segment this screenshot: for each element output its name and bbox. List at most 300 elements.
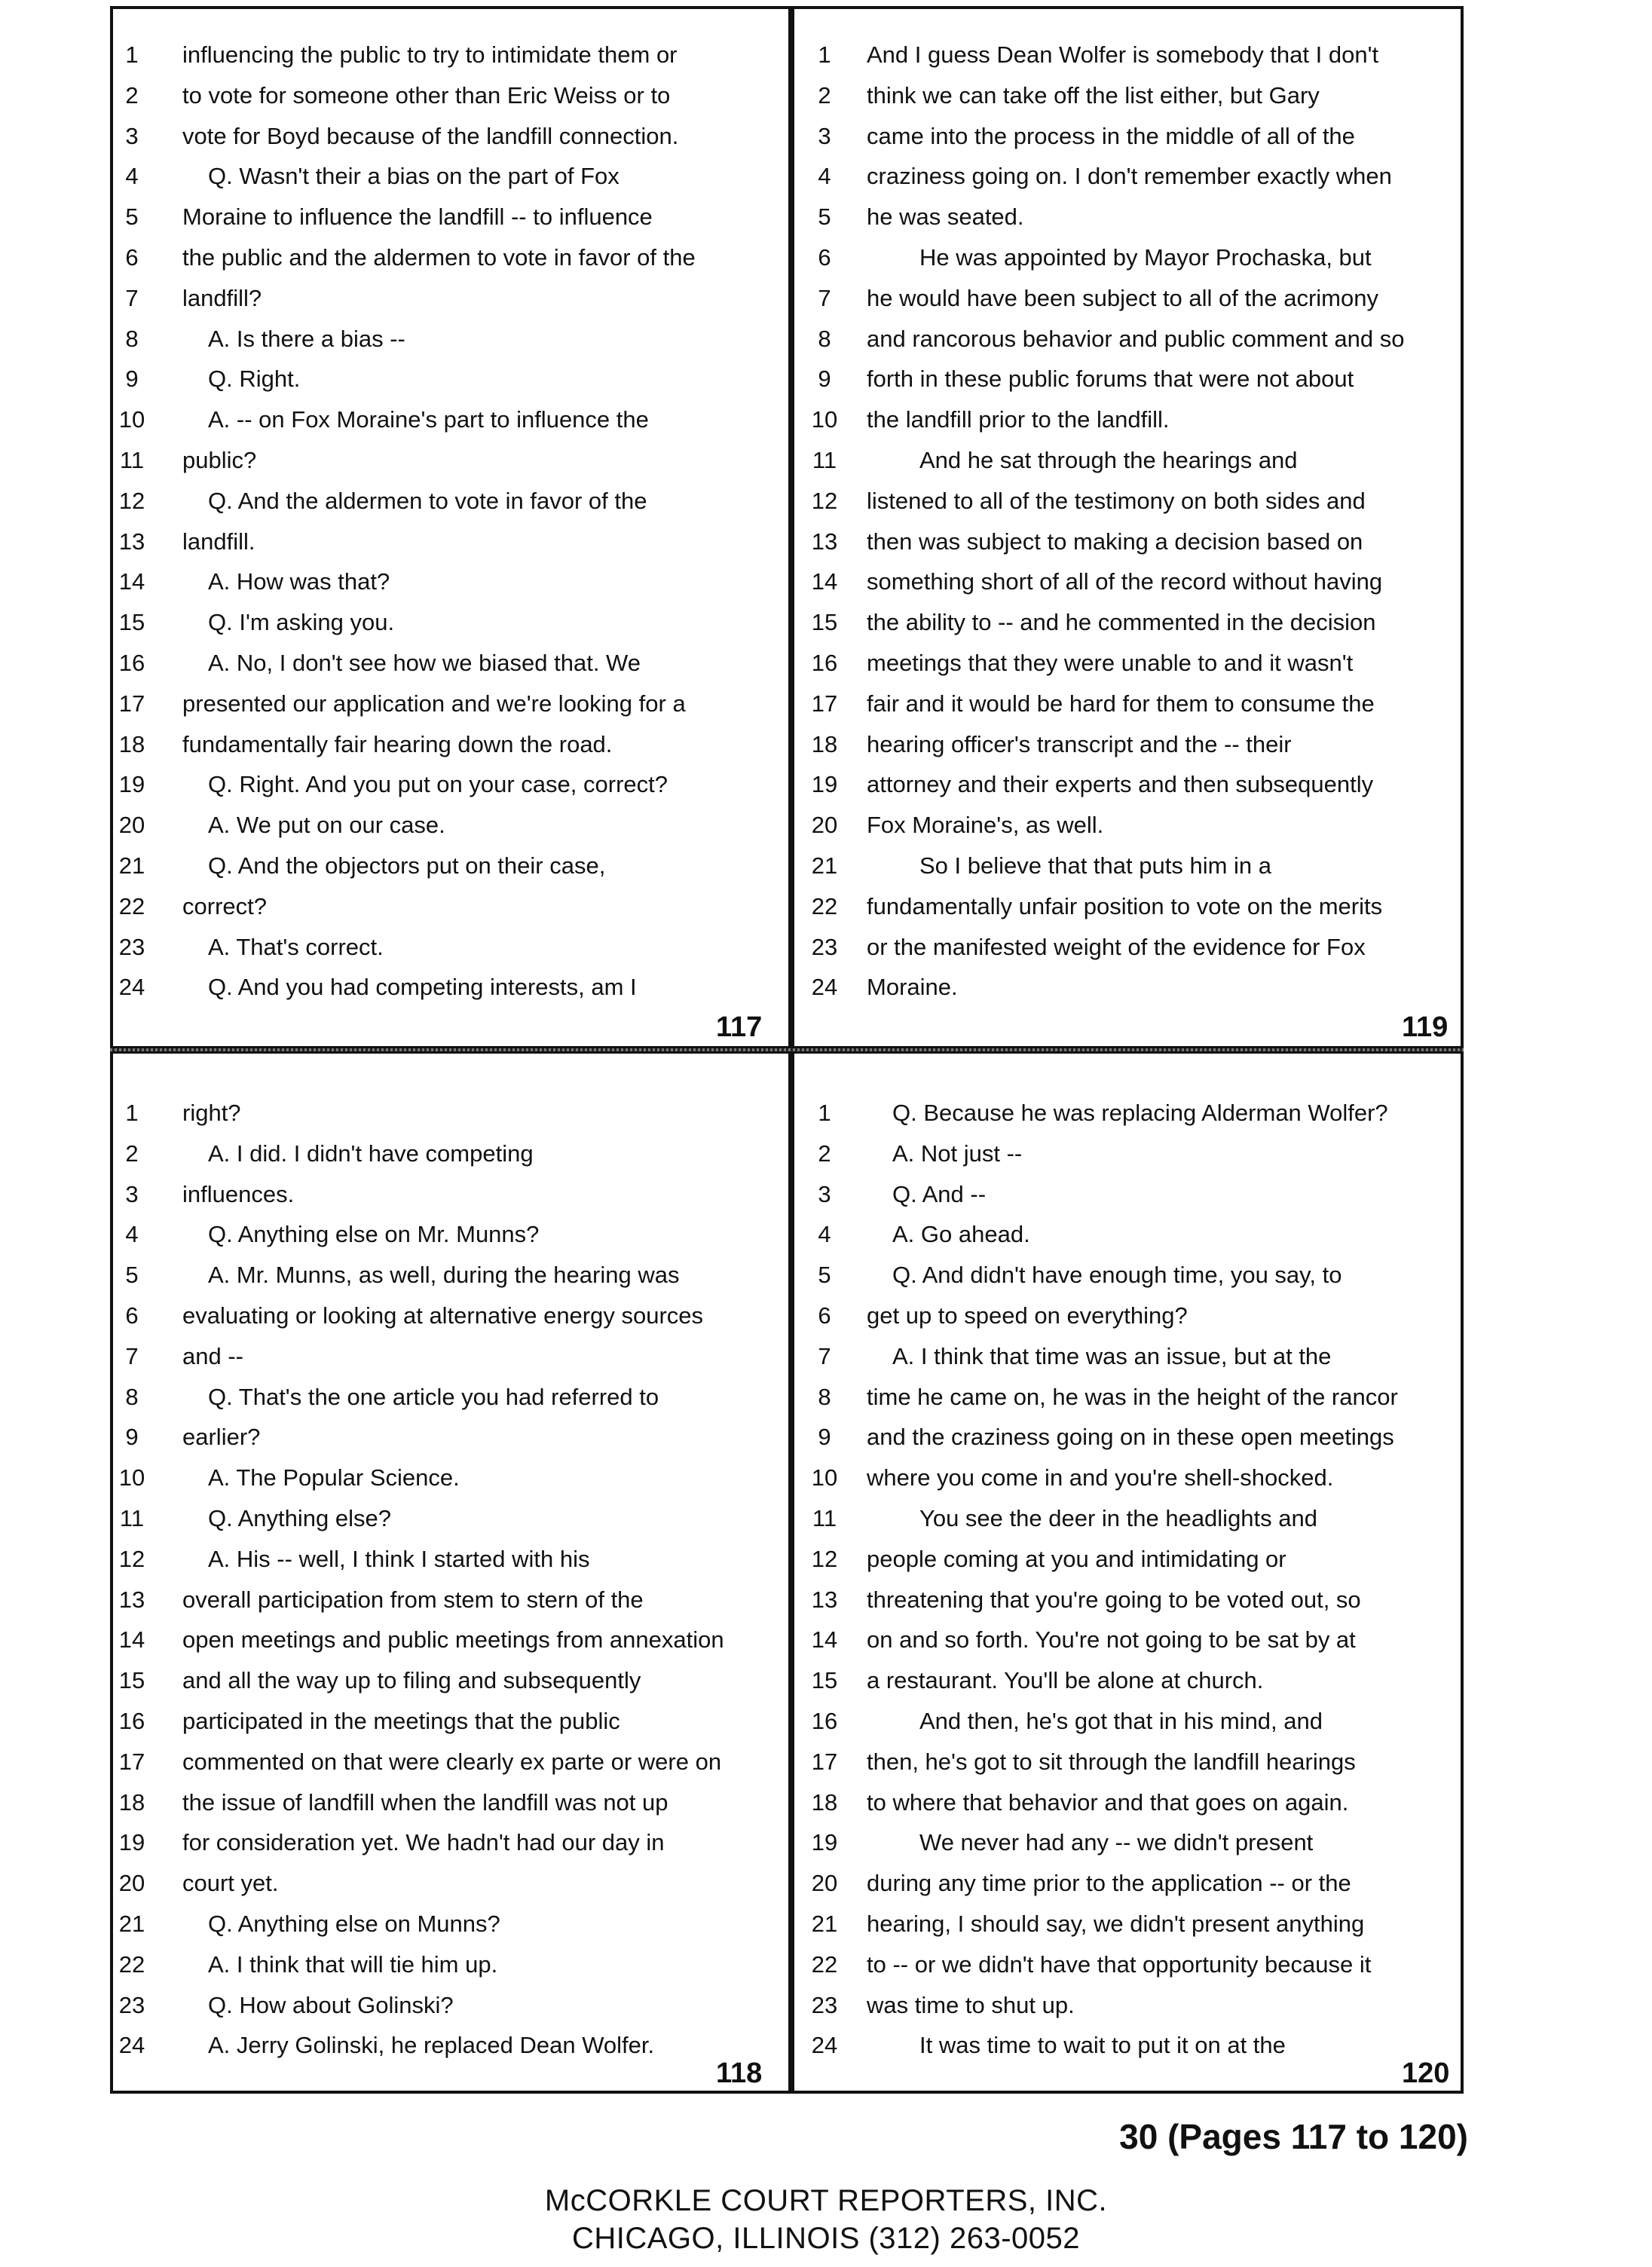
line-text: Q. Anything else on Mr. Munns? (208, 1221, 540, 1248)
line-number: 3 (818, 122, 831, 149)
line-number: 21 (118, 852, 145, 879)
line-number: 9 (818, 366, 831, 393)
transcript-line (794, 1255, 1470, 1296)
line-text: fair and it would be hard for them to consume the (867, 690, 1375, 717)
line-text: right? (182, 1100, 241, 1126)
line-text: It was time to wait to put it on at the (919, 2032, 1286, 2059)
line-text: to where that behavior and that goes on again. (867, 1788, 1349, 1816)
line-number: 8 (125, 325, 139, 352)
transcript-line (794, 684, 1470, 724)
line-number: 4 (818, 163, 831, 190)
line-number: 15 (118, 1667, 145, 1694)
transcript-line (110, 1498, 785, 1539)
transcript-line (794, 886, 1470, 927)
transcript-line (794, 764, 1470, 805)
line-number: 18 (118, 1788, 145, 1816)
line-number: 24 (811, 2032, 838, 2059)
line-number: 4 (818, 1221, 831, 1248)
transcript-line (110, 967, 785, 1008)
line-number: 3 (125, 122, 139, 149)
line-text: he would have been subject to all of the acrimony (867, 284, 1378, 311)
line-text: landfill. (182, 528, 255, 555)
line-number: 17 (118, 1748, 145, 1775)
transcript-line (794, 116, 1470, 157)
transcript-line (110, 1417, 785, 1458)
line-number: 1 (125, 1100, 139, 1126)
line-number: 7 (818, 1342, 831, 1369)
line-text: forth in these public forums that were not about (867, 366, 1354, 393)
line-text: Q. And the objectors put on their case, (208, 852, 606, 879)
transcript-line (794, 1377, 1470, 1418)
page-120-text (794, 1093, 1470, 2066)
transcript-line (794, 522, 1470, 562)
transcript-line (794, 1944, 1470, 1985)
transcript-line (110, 481, 785, 522)
line-text: And he sat through the hearings and (919, 446, 1298, 473)
transcript-line (794, 1134, 1470, 1174)
line-number: 14 (811, 568, 838, 595)
line-number: 19 (811, 771, 838, 798)
line-number: 3 (125, 1180, 139, 1207)
transcript-line (794, 319, 1470, 359)
line-text: So I believe that that puts him in a (919, 852, 1271, 879)
line-number: 17 (811, 690, 838, 717)
transcript-line (794, 602, 1470, 643)
line-text: then, he's got to sit through the landfill hearings (867, 1748, 1356, 1775)
line-number: 5 (125, 1262, 139, 1289)
line-number: 7 (818, 284, 831, 311)
line-text: and rancorous behavior and public comment and so (867, 325, 1405, 352)
line-text: something short of all of the record without having (867, 568, 1383, 595)
line-text: public? (182, 446, 257, 473)
transcript-line (794, 2025, 1470, 2066)
line-text: presented our application and we're looking for a (182, 690, 686, 717)
line-number: 9 (125, 1424, 139, 1451)
transcript-line (794, 1498, 1470, 1539)
line-text: evaluating or looking at alternative energy sources (182, 1302, 704, 1329)
line-number: 23 (811, 933, 838, 960)
line-text: Q. And the aldermen to vote in favor of the (208, 487, 647, 514)
line-text: Q. And you had competing interests, am I (208, 974, 637, 1001)
transcript-line (110, 684, 785, 724)
line-number: 22 (118, 1950, 145, 1978)
line-number: 5 (125, 203, 139, 231)
line-text: Q. That's the one article you had referred to (208, 1383, 659, 1410)
line-number: 21 (811, 852, 838, 879)
line-text: We never had any -- we didn't present (919, 1829, 1314, 1856)
line-number: 24 (118, 974, 145, 1001)
line-text: Q. How about Golinski? (208, 1991, 454, 2018)
line-text: Q. Right. And you put on your case, correct? (208, 771, 668, 798)
line-number: 22 (118, 892, 145, 919)
line-text: A. Go ahead. (892, 1221, 1030, 1248)
transcript-line (794, 75, 1470, 116)
line-text: Q. And -- (892, 1180, 987, 1207)
line-number: 11 (812, 446, 837, 473)
transcript-line (110, 1255, 785, 1296)
line-number: 16 (811, 649, 838, 676)
transcript-line (110, 522, 785, 562)
line-number: 10 (811, 1464, 838, 1491)
line-number: 6 (818, 1302, 831, 1329)
transcript-line (794, 359, 1470, 399)
line-number: 19 (118, 1829, 145, 1856)
line-text: And I guess Dean Wolfer is somebody that I don't (867, 41, 1379, 68)
line-number: 4 (125, 163, 139, 190)
line-number: 13 (118, 528, 145, 555)
line-text: fundamentally fair hearing down the road. (182, 730, 613, 757)
line-number: 2 (125, 1140, 139, 1167)
horizontal-divider (110, 1046, 1464, 1054)
line-text: court yet. (182, 1870, 279, 1897)
transcript-line (110, 561, 785, 602)
line-number: 15 (811, 609, 838, 636)
transcript-line (110, 75, 785, 116)
transcript-line (794, 1174, 1470, 1215)
line-number: 24 (811, 974, 838, 1001)
line-text: Q. Anything else? (208, 1504, 391, 1531)
transcript-line (794, 278, 1470, 319)
line-number: 22 (811, 1950, 838, 1978)
line-number: 20 (811, 1870, 838, 1897)
transcript-line (110, 1296, 785, 1336)
line-number: 8 (125, 1383, 139, 1410)
line-text: came into the process in the middle of all of the (867, 122, 1355, 149)
line-number: 7 (125, 284, 139, 311)
line-number: 13 (811, 528, 838, 555)
transcript-line (110, 1782, 785, 1823)
page-117-text (110, 35, 785, 1008)
line-text: fundamentally unfair position to vote on the merits (867, 892, 1383, 919)
line-number: 6 (818, 243, 831, 271)
line-number: 15 (118, 609, 145, 636)
line-text: influencing the public to try to intimidate them or (182, 41, 678, 68)
line-number: 13 (811, 1586, 838, 1613)
line-number: 2 (818, 1140, 831, 1167)
line-text: to vote for someone other than Eric Weiss or to (182, 81, 671, 109)
transcript-line (794, 237, 1470, 278)
line-text: get up to speed on everything? (867, 1302, 1188, 1329)
line-number: 19 (811, 1829, 838, 1856)
transcript-line (110, 116, 785, 157)
transcript-line (794, 805, 1470, 846)
line-number: 23 (118, 933, 145, 960)
line-number: 21 (811, 1910, 838, 1937)
line-number: 11 (812, 1504, 837, 1531)
line-number: 22 (811, 892, 838, 919)
line-text: A. Mr. Munns, as well, during the hearing was (208, 1262, 680, 1289)
transcript-line (110, 278, 785, 319)
transcript-line (110, 886, 785, 927)
transcript-line (110, 1580, 785, 1620)
transcript-line (794, 1660, 1470, 1701)
line-text: time he came on, he was in the height of the rancor (867, 1383, 1398, 1410)
transcript-line (110, 1093, 785, 1134)
line-text: And then, he's got that in his mind, and (919, 1707, 1323, 1734)
line-text: Q. Right. (208, 366, 301, 393)
line-text: for consideration yet. We hadn't had our day in (182, 1829, 665, 1856)
line-number: 5 (818, 203, 831, 231)
line-text: A. That's correct. (208, 933, 384, 960)
line-number: 19 (118, 771, 145, 798)
line-text: A. Is there a bias -- (208, 325, 405, 352)
transcript-line (110, 2025, 785, 2066)
line-text: the issue of landfill when the landfill was not up (182, 1788, 668, 1816)
transcript-line (110, 1701, 785, 1742)
transcript-line (110, 1985, 785, 2026)
line-number: 1 (125, 41, 139, 68)
line-text: earlier? (182, 1424, 261, 1451)
transcript-line (794, 1214, 1470, 1255)
line-number: 18 (811, 1788, 838, 1816)
line-number: 8 (818, 1383, 831, 1410)
page-number-120: 120 (1402, 2057, 1450, 2089)
transcript-line (110, 846, 785, 886)
line-number: 17 (118, 690, 145, 717)
transcript-line (794, 1822, 1470, 1863)
line-text: Fox Moraine's, as well. (867, 812, 1104, 839)
line-number: 18 (811, 730, 838, 757)
transcript-line (794, 1863, 1470, 1904)
transcript-line (110, 1539, 785, 1580)
line-text: landfill? (182, 284, 262, 311)
transcript-line (794, 1742, 1470, 1782)
line-text: people coming at you and intimidating or (867, 1545, 1286, 1572)
line-text: where you come in and you're shell-shocked. (867, 1464, 1334, 1491)
line-number: 24 (118, 2032, 145, 2059)
line-number: 6 (125, 1302, 139, 1329)
transcript-line (110, 319, 785, 359)
pages-summary: 30 (Pages 117 to 120) (1119, 2117, 1468, 2156)
line-text: and the craziness going on in these open meetings (867, 1424, 1394, 1451)
line-text: Q. Anything else on Munns? (208, 1910, 500, 1937)
transcript-line (794, 1620, 1470, 1660)
transcript-line (110, 1336, 785, 1377)
line-number: 4 (125, 1221, 139, 1248)
transcript-line (110, 359, 785, 399)
transcript-line (110, 237, 785, 278)
line-text: overall participation from stem to stern of the (182, 1586, 644, 1613)
line-text: threatening that you're going to be voted out, so (867, 1586, 1361, 1613)
transcript-line (110, 156, 785, 197)
line-number: 12 (118, 1545, 145, 1572)
transcript-line (110, 724, 785, 765)
line-text: You see the deer in the headlights and (919, 1504, 1317, 1531)
line-text: meetings that they were unable to and it wasn't (867, 649, 1354, 676)
transcript-line (110, 927, 785, 968)
line-text: was time to shut up. (867, 1991, 1075, 2018)
line-text: Q. I'm asking you. (208, 609, 395, 636)
transcript-line (110, 399, 785, 440)
line-text: He was appointed by Mayor Prochaska, but (919, 243, 1372, 271)
transcript-line (794, 197, 1470, 237)
line-number: 20 (118, 812, 145, 839)
transcript-line (110, 1214, 785, 1255)
line-number: 13 (118, 1586, 145, 1613)
line-text: or the manifested weight of the evidence for Fox (867, 933, 1366, 960)
reporter-address: CHICAGO, ILLINOIS (312) 263-0052 (571, 2222, 1081, 2255)
line-number: 7 (125, 1342, 139, 1369)
transcript-line (794, 643, 1470, 684)
transcript-line (110, 1822, 785, 1863)
line-text: during any time prior to the application -- or the (867, 1870, 1351, 1897)
line-number: 8 (818, 325, 831, 352)
line-text: Moraine. (867, 974, 958, 1001)
page-119-text (794, 35, 1470, 1008)
transcript-line (110, 1742, 785, 1782)
transcript-line (794, 156, 1470, 197)
line-number: 16 (118, 1707, 145, 1734)
line-text: Q. Because he was replacing Alderman Wolfer? (892, 1100, 1388, 1126)
line-text: influences. (182, 1180, 295, 1207)
transcript-line (110, 1944, 785, 1985)
transcript-line (110, 602, 785, 643)
line-text: A. No, I don't see how we biased that. We (208, 649, 641, 676)
line-number: 14 (118, 1626, 145, 1654)
transcript-line (110, 1620, 785, 1660)
line-text: A. Not just -- (892, 1140, 1023, 1167)
transcript-line (794, 1296, 1470, 1336)
line-number: 18 (118, 730, 145, 757)
line-number: 1 (818, 41, 831, 68)
line-text: on and so forth. You're not going to be sat by at (867, 1626, 1356, 1654)
line-text: attorney and their experts and then subsequently (867, 771, 1374, 798)
transcript-line (794, 927, 1470, 968)
transcript-line (110, 643, 785, 684)
line-number: 23 (811, 1991, 838, 2018)
line-text: think we can take off the list either, but Gary (867, 81, 1320, 109)
line-text: and all the way up to filing and subsequently (182, 1667, 641, 1694)
line-text: Moraine to influence the landfill -- to influence (182, 203, 653, 231)
transcript-line (794, 1904, 1470, 1944)
page-number-117: 117 (716, 1011, 763, 1043)
line-number: 15 (811, 1667, 838, 1694)
line-number: 12 (811, 487, 838, 514)
line-text: A. How was that? (208, 568, 390, 595)
line-number: 11 (119, 1504, 145, 1531)
transcript-line (794, 1417, 1470, 1458)
line-text: craziness going on. I don't remember exactly when (867, 163, 1392, 190)
line-text: hearing, I should say, we didn't present anything (867, 1910, 1365, 1937)
line-number: 23 (118, 1991, 145, 2018)
line-number: 20 (118, 1870, 145, 1897)
transcript-line (110, 1134, 785, 1174)
line-text: to -- or we didn't have that opportunity because it (867, 1950, 1372, 1978)
transcript-line (794, 1782, 1470, 1823)
line-text: A. We put on our case. (208, 812, 445, 839)
transcript-line (110, 1377, 785, 1418)
transcript-line (794, 399, 1470, 440)
line-number: 17 (811, 1748, 838, 1775)
line-number: 16 (811, 1707, 838, 1734)
line-text: A. -- on Fox Moraine's part to influence the (208, 406, 649, 433)
line-number: 20 (811, 812, 838, 839)
transcript-line (794, 1093, 1470, 1134)
line-number: 5 (818, 1262, 831, 1289)
transcript-line (794, 1985, 1470, 2026)
line-number: 21 (118, 1910, 145, 1937)
transcript-line (110, 1458, 785, 1498)
transcript-line (794, 1336, 1470, 1377)
line-number: 14 (118, 568, 145, 595)
transcript-line (110, 1904, 785, 1944)
line-text: open meetings and public meetings from annexation (182, 1626, 724, 1654)
line-text: a restaurant. You'll be alone at church. (867, 1667, 1264, 1694)
transcript-line (110, 197, 785, 237)
line-text: correct? (182, 892, 267, 919)
line-number: 12 (811, 1545, 838, 1572)
line-number: 2 (125, 81, 139, 109)
line-text: listened to all of the testimony on both sides and (867, 487, 1366, 514)
line-text: and -- (182, 1342, 243, 1369)
transcript-line (794, 1580, 1470, 1620)
line-number: 10 (118, 406, 145, 433)
transcript-line (110, 1863, 785, 1904)
line-number: 3 (818, 1180, 831, 1207)
line-text: the landfill prior to the landfill. (867, 406, 1170, 433)
line-text: A. Jerry Golinski, he replaced Dean Wolfer. (208, 2032, 655, 2059)
line-number: 12 (118, 487, 145, 514)
line-number: 6 (125, 243, 139, 271)
line-text: hearing officer's transcript and the -- their (867, 730, 1292, 757)
line-text: A. His -- well, I think I started with his (208, 1545, 590, 1572)
page-number-119: 119 (1402, 1011, 1449, 1043)
transcript-line (794, 1701, 1470, 1742)
line-text: the ability to -- and he commented in the decision (867, 609, 1376, 636)
line-number: 1 (818, 1100, 831, 1126)
transcript-line (794, 1539, 1470, 1580)
line-number: 10 (811, 406, 838, 433)
transcript-line (794, 724, 1470, 765)
line-text: the public and the aldermen to vote in favor of the (182, 243, 696, 271)
line-text: A. I did. I didn't have competing (208, 1140, 534, 1167)
line-text: A. I think that will tie him up. (208, 1950, 498, 1978)
line-text: A. The Popular Science. (208, 1464, 460, 1491)
line-text: vote for Boyd because of the landfill connection. (182, 122, 679, 149)
line-text: commented on that were clearly ex parte or were on (182, 1748, 722, 1775)
transcript-line (110, 35, 785, 75)
line-text: he was seated. (867, 203, 1024, 231)
page-number-118: 118 (716, 2057, 763, 2089)
line-number: 14 (811, 1626, 838, 1654)
reporter-company: McCORKLE COURT REPORTERS, INC. (544, 2184, 1108, 2217)
line-text: then was subject to making a decision based on (867, 528, 1363, 555)
transcript-line (794, 35, 1470, 75)
line-number: 9 (125, 366, 139, 393)
transcript-line (794, 967, 1470, 1008)
transcript-line (110, 805, 785, 846)
line-number: 2 (818, 81, 831, 109)
transcript-line (794, 440, 1470, 481)
transcript-line (110, 1660, 785, 1701)
transcript-line (794, 1458, 1470, 1498)
line-text: A. I think that time was an issue, but at the (892, 1342, 1332, 1369)
line-number: 16 (118, 649, 145, 676)
transcript-line (110, 1174, 785, 1215)
line-text: Q. And didn't have enough time, you say, to (892, 1262, 1342, 1289)
line-number: 10 (118, 1464, 145, 1491)
line-number: 9 (818, 1424, 831, 1451)
page-118-text (110, 1093, 785, 2066)
line-text: participated in the meetings that the public (182, 1707, 620, 1734)
transcript-line (794, 481, 1470, 522)
transcript-line (794, 561, 1470, 602)
line-number: 11 (119, 446, 145, 473)
transcript-line (110, 764, 785, 805)
transcript-line (794, 846, 1470, 886)
transcript-line (110, 440, 785, 481)
line-text: Q. Wasn't their a bias on the part of Fox (208, 163, 620, 190)
